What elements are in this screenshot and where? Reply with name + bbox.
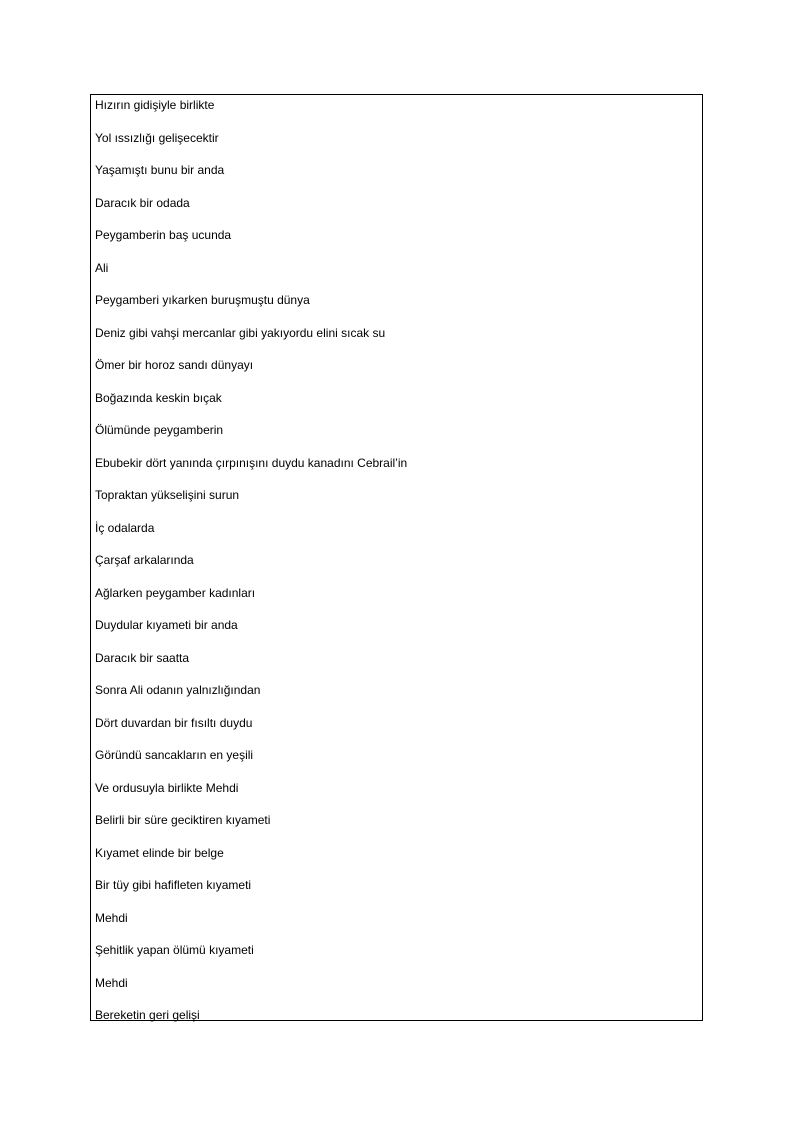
poem-line-3: Yaşamıştı bunu bir anda xyxy=(95,163,225,177)
poem-line-6: Ali xyxy=(95,260,109,275)
poem-line-19: Sonra Ali odanın yalnızlığından xyxy=(95,683,261,697)
poem-line-13: Topraktan yükselişini surun xyxy=(95,488,240,502)
poem-line-26: Mehdi xyxy=(95,910,128,925)
poem-line-4: Daracık bir odada xyxy=(95,195,190,210)
poem-lines xyxy=(95,97,698,1040)
poem-line-24: Kıyamet elinde bir belge xyxy=(95,845,224,860)
poem-line-7: Peygamberi yıkarken buruşmuştu dünya xyxy=(95,293,310,307)
poem-line-23: Belirli bir süre geciktiren kıyameti xyxy=(95,813,271,827)
text-frame xyxy=(90,94,703,1021)
poem-line-14: İç odalarda xyxy=(95,520,155,535)
poem-line-28: Mehdi xyxy=(95,975,128,990)
poem-line-25: Bir tüy gibi hafifleten kıyameti xyxy=(95,878,252,892)
poem-line-27: Şehitlik yapan ölümü kıyameti xyxy=(95,943,254,957)
poem-line-21: Göründü sancakların en yeşili xyxy=(95,748,254,762)
poem-line-16: Ağlarken peygamber kadınları xyxy=(95,585,256,600)
poem-line-15: Çarşaf arkalarında xyxy=(95,553,194,567)
poem-line-20: Dört duvardan bir fısıltı duydu xyxy=(95,715,253,730)
poem-line-5: Peygamberin baş ucunda xyxy=(95,228,232,242)
poem-line-17: Duydular kıyameti bir anda xyxy=(95,618,238,632)
poem-line-8: Deniz gibi vahşi mercanlar gibi yakıyordu elini sıcak su xyxy=(95,325,386,340)
poem-line-22: Ve ordusuyla birlikte Mehdi xyxy=(95,780,239,795)
poem-line-29: Bereketin geri gelişi xyxy=(95,1008,200,1022)
poem-line-11: Ölümünde peygamberin xyxy=(95,423,224,437)
poem-line-9: Ömer bir horoz sandı dünyayı xyxy=(95,358,254,372)
poem-line-1: Hızırın gidişiyle birlikte xyxy=(95,98,215,112)
poem-line-18: Daracık bir saatta xyxy=(95,650,190,665)
poem-line-10: Boğazında keskin bıçak xyxy=(95,390,222,405)
poem-line-12: Ebubekir dört yanında çırpınışını duydu kanadını Cebrail’in xyxy=(95,455,408,470)
poem-line-2: Yol ıssızlığı gelişecektir xyxy=(95,130,219,145)
